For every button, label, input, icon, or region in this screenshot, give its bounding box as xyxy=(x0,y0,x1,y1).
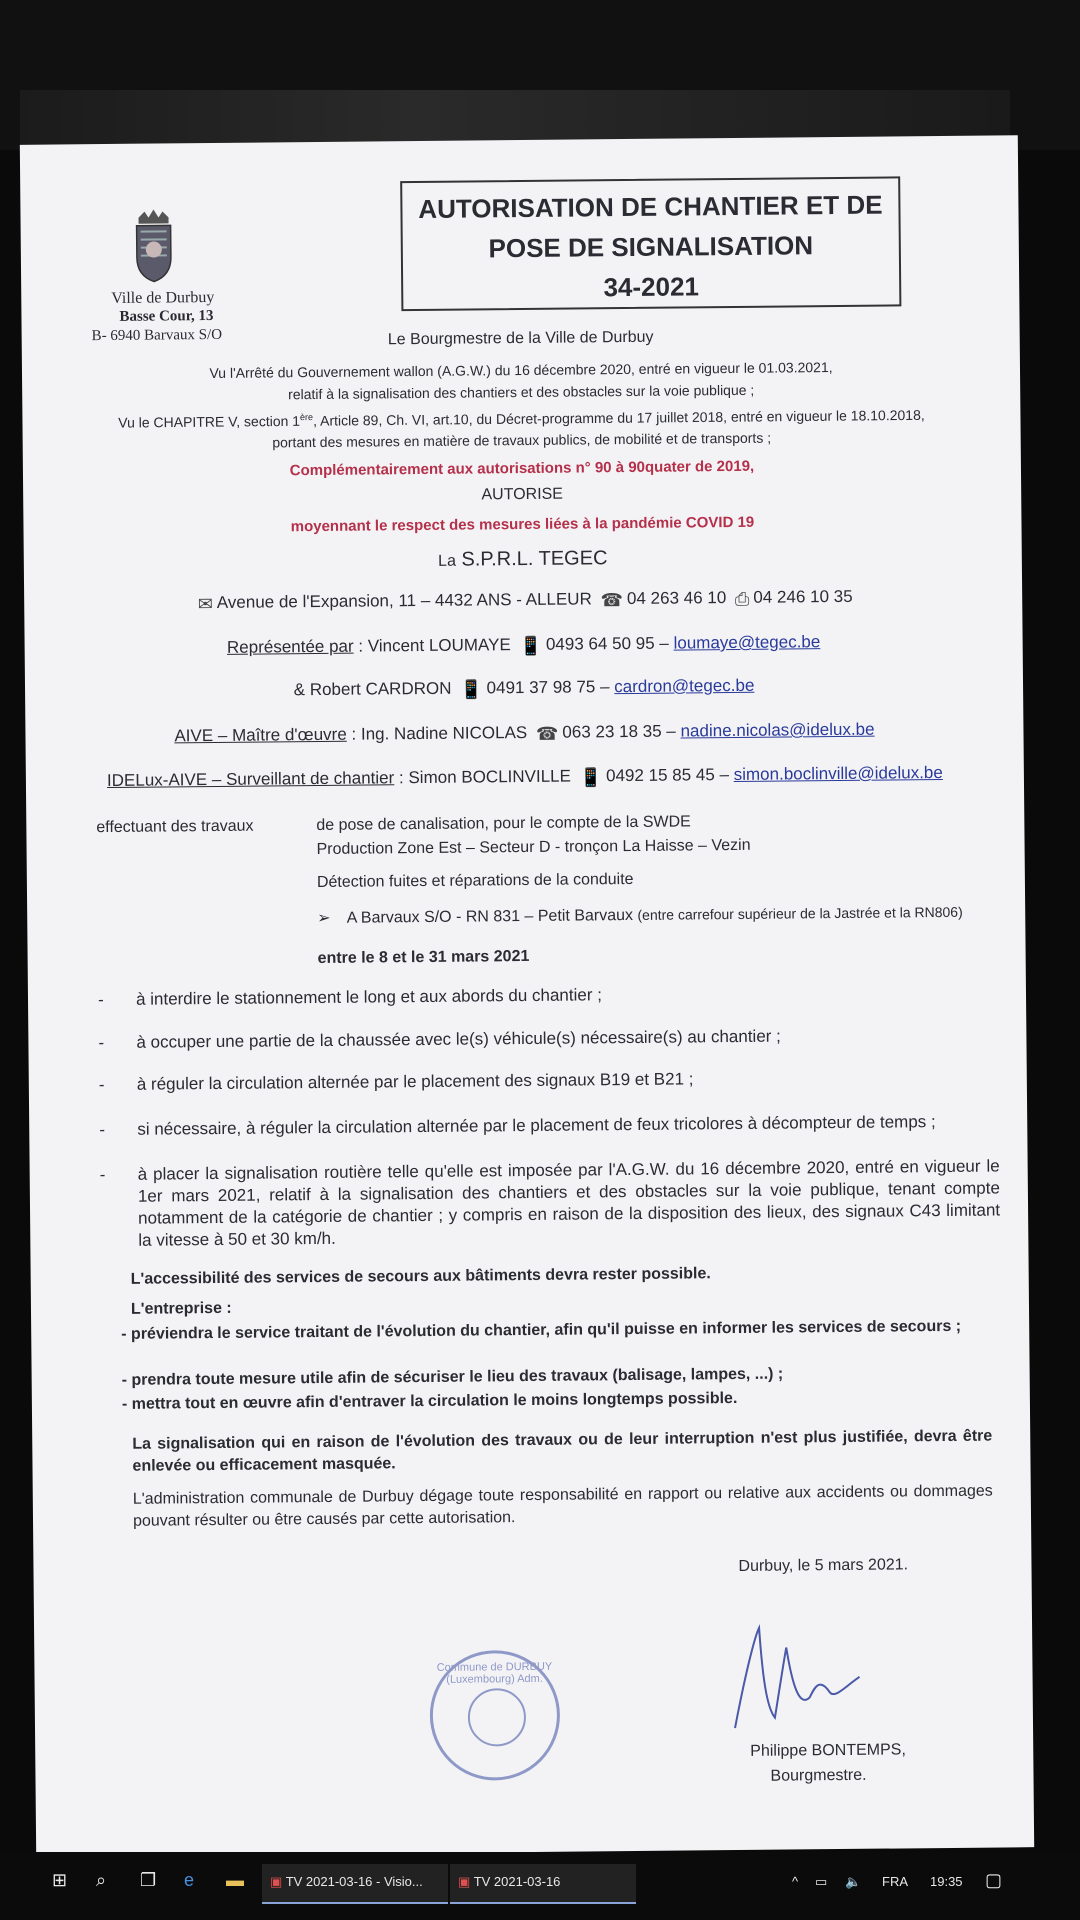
mobile-phone-icon: 📱 xyxy=(519,635,543,657)
bullet-text: à interdire le stationnement le long et aux abords du chantier ; xyxy=(135,985,602,1009)
works-location-text: A Barvaux S/O - RN 831 – Petit Barvaux xyxy=(346,906,634,927)
municipality-address-1: Basse Cour, 13 xyxy=(119,307,214,325)
document-screen xyxy=(20,135,1034,1857)
company-prefix: La xyxy=(438,552,457,570)
works-location-note: (entre carrefour supérieur de la Jastrée et la RN806) xyxy=(637,903,963,923)
mobile-phone-icon: 📱 xyxy=(460,679,483,700)
municipal-stamp xyxy=(429,1650,560,1781)
signal-paragraph: La signalisation qui en raison de l'évolution des travaux ou de leur interruption n'est plus justifiée, devra être enlevée ou efficacement masquée. xyxy=(132,1427,993,1475)
taskbar xyxy=(0,1852,1080,1920)
battery-icon[interactable]: ▭ xyxy=(815,1874,828,1889)
vu2-pre: Vu le CHAPITRE V, section 1 xyxy=(118,412,301,431)
pdf-app-icon: ▣ xyxy=(458,1874,471,1889)
contact-person: Simon BOCLINVILLE xyxy=(408,766,572,788)
search-icon[interactable]: ⌕ xyxy=(96,1870,107,1890)
signature-role: Bourgmestre. xyxy=(770,1766,867,1785)
phone-icon: ☎ xyxy=(535,723,559,744)
intro-vu1-line2: relatif à la signalisation des chantiers et des obstacles sur la voie publique ; xyxy=(288,381,755,403)
taskbar-app-tv[interactable] xyxy=(450,1864,636,1904)
covid-line: moyennant le respect des mesures liées à la pandémie COVID 19 xyxy=(290,513,755,536)
contact-person: & Robert CARDRON xyxy=(293,678,452,700)
bullet-item: - si nécessaire, à réguler la circulation alternée par le placement de feux tricolores à décompteur de temps ; xyxy=(99,1110,999,1141)
contact-label: Représentée par xyxy=(226,636,354,657)
access-line: L'accessibilité des services de secours aux bâtiments devra rester possible. xyxy=(130,1265,711,1288)
works-lead: effectuant des travaux xyxy=(96,817,254,837)
contact-phone: 0492 15 85 45 xyxy=(605,765,715,786)
signature-name: Philippe BONTEMPS, xyxy=(750,1741,906,1760)
file-explorer-icon[interactable]: ▬ xyxy=(226,1870,244,1890)
clock[interactable]: 19:35 xyxy=(930,1874,963,1889)
notification-icon[interactable]: ▢ xyxy=(985,1870,1003,1890)
fax-icon: ⎙ xyxy=(734,588,750,609)
admin-paragraph: L'administration communale de Durbuy dégage toute responsabilité en rapport ou relative aux accidents ou dommages pouvant résulter ou être causés par cette autorisation. xyxy=(132,1482,993,1530)
stamp-text: Commune de DURBUY (Luxembourg) Adm. xyxy=(436,1660,553,1686)
company-contact-line xyxy=(24,585,1022,617)
entreprise-item: - mettra tout en œuvre afin d'entraver la circulation le moins longtemps possible. xyxy=(121,1389,738,1413)
company-address: Avenue de l'Expansion, 11 – 4432 ANS - ALLEUR xyxy=(216,589,592,612)
title-number: 34-2021 xyxy=(603,271,700,303)
stamp-crest-icon xyxy=(468,1688,527,1747)
works-line-2: Production Zone Est – Secteur D - tronçon La Haisse – Vezin xyxy=(316,836,751,859)
signature-icon xyxy=(714,1617,875,1739)
windows-start-icon[interactable]: ⊞ xyxy=(52,1870,68,1890)
municipality-name: Ville de Durbuy xyxy=(111,288,215,307)
bullet-item: - à interdire le stationnement le long et aux abords du chantier ; xyxy=(98,980,998,1011)
bullet-text: à placer la signalisation routière telle qu'elle est imposée par l'A.G.W. du 16 décembre 2020, entré en vigueur le 1er mars 2021, relatif à la signalisation des chantiers et des obstacles sur la voie publique, tenant compte notamment de la catégorie de chantier ; y compris en raison de la disposition des lieux, des signaux C43 limitant la vitesse à 50 et 30 km/h. xyxy=(137,1156,1001,1250)
contact-email-link[interactable]: nadine.nicolas@idelux.be xyxy=(680,719,875,741)
bullet-item: - à réguler la circulation alternée par le placement des signaux B19 et B21 ; xyxy=(99,1065,999,1096)
contact-email-link[interactable]: simon.boclinville@idelux.be xyxy=(733,762,943,785)
task-view-icon[interactable]: ❐ xyxy=(140,1870,157,1890)
company-phone: 04 263 46 10 xyxy=(626,588,727,609)
contact-sep: : xyxy=(346,724,362,744)
arrow-bullet-icon: ➢ xyxy=(317,909,331,928)
contact-phone: 063 23 18 35 xyxy=(562,721,662,742)
contact-person: Vincent LOUMAYE xyxy=(367,635,511,656)
bullet-item: - à occuper une partie de la chaussée avec le(s) véhicule(s) nécessaire(s) au chantier ; xyxy=(98,1023,998,1054)
works-location xyxy=(317,902,963,928)
durbuy-crest-icon xyxy=(130,209,177,283)
mobile-phone-icon: 📱 xyxy=(579,767,603,788)
contact-row-boclinville: IDELux-AIVE – Surveillant de chantier : Simon BOCLINVILLE 📱 0492 15 85 45 – simon.boclinville@idelux.be xyxy=(106,762,943,791)
works-line-1: de pose de canalisation, pour le compte de la SWDE xyxy=(316,813,691,835)
intro-header: Le Bourgmestre de la Ville de Durbuy xyxy=(387,328,654,349)
vu2-sup: ère xyxy=(299,412,314,423)
title-box xyxy=(400,176,901,311)
title-line-2: POSE DE SIGNALISATION xyxy=(488,230,814,264)
edge-browser-icon[interactable]: e xyxy=(184,1870,195,1890)
company-name-line xyxy=(24,543,1022,576)
title-line-1: AUTORISATION DE CHANTIER ET DE xyxy=(418,189,883,225)
pdf-app-icon: ▣ xyxy=(270,1874,283,1889)
phone-icon: ☎ xyxy=(600,590,624,611)
signature-place-date: Durbuy, le 5 mars 2021. xyxy=(738,1556,909,1575)
entreprise-item: - préviendra le service traitant de l'évolution du chantier, afin qu'il puisse en informer les services de secours ; xyxy=(121,1317,962,1343)
vu2-post: , Article 89, Ch. VI, art.10, du Décret-programme du 17 juillet 2018, entré en vigueur le 18.10.2018, xyxy=(312,406,925,429)
contact-row-nicolas: AIVE – Maître d'œuvre : Ing. Nadine NICOLAS ☎ 063 23 18 35 – nadine.nicolas@idelux.be xyxy=(174,719,875,746)
contact-phone: 0493 64 50 95 xyxy=(545,633,655,654)
contact-row-cardron: & Robert CARDRON 📱 0491 37 98 75 – cardron@tegec.be xyxy=(293,675,755,700)
complement-line: Complémentairement aux autorisations n° 90 à 90quater de 2019, xyxy=(289,457,755,480)
contact-email-link[interactable]: loumaye@tegec.be xyxy=(673,632,821,653)
intro-vu2-line1 xyxy=(22,405,1020,431)
contact-sep: : xyxy=(394,768,409,788)
bullet-item: - à placer la signalisation routière telle qu'elle est imposée par l'A.G.W. du 16 décembre 2020, entré en vigueur le 1er mars 2021, relatif à la signalisation des chantiers et des obstacles sur la voie publique, tenant compte notamment de la catégorie de chantier ; y compris en raison de la disposition des lieux, des signaux C43 limitant la vitesse à 50 et 30 km/h. xyxy=(99,1156,1001,1250)
entreprise-heading: L'entreprise : xyxy=(130,1299,232,1318)
contact-label: AIVE – Maître d'œuvre xyxy=(174,724,347,746)
municipality-address-2: B- 6940 Barvaux S/O xyxy=(91,326,223,345)
contact-label: IDELux-AIVE – Surveillant de chantier xyxy=(106,768,395,791)
works-dates: entre le 8 et le 31 mars 2021 xyxy=(317,947,530,968)
bullet-text: à réguler la circulation alternée par le placement des signaux B19 et B21 ; xyxy=(136,1069,694,1094)
company-name: S.P.R.L. TEGEC xyxy=(461,547,608,571)
intro-vu2-line2: portant des mesures en matière de travaux publics, de mobilité et de transports ; xyxy=(272,429,772,451)
mail-icon: ✉ xyxy=(197,593,213,615)
tray-chevron-up-icon[interactable]: ^ xyxy=(792,1874,799,1889)
company-fax: 04 246 10 35 xyxy=(753,586,853,607)
contact-phone: 0491 37 98 75 xyxy=(486,677,596,698)
works-line-3: Détection fuites et réparations de la conduite xyxy=(316,870,634,892)
autorise-heading: AUTORISE xyxy=(481,485,564,504)
contact-row-loumaye: Représentée par : Vincent LOUMAYE 📱 0493 64 50 95 – loumaye@tegec.be xyxy=(226,632,821,657)
bullet-text: si nécessaire, à réguler la circulation alternée par le placement de feux tricolores à décompteur de temps ; xyxy=(137,1112,936,1139)
bullet-text: à occuper une partie de la chaussée avec le(s) véhicule(s) nécessaire(s) au chantier ; xyxy=(136,1026,781,1052)
taskbar-app-label: TV 2021-03-16 xyxy=(473,1874,561,1889)
language-indicator[interactable]: FRA xyxy=(882,1874,908,1889)
contact-person: Ing. Nadine NICOLAS xyxy=(360,722,528,744)
contact-sep: : xyxy=(353,636,368,656)
contact-email-link[interactable]: cardron@tegec.be xyxy=(614,675,755,697)
intro-vu1-line1: Vu l'Arrêté du Gouvernement wallon (A.G.W.) du 16 décembre 2020, entré en vigueur le 01.03.2021, xyxy=(209,359,833,382)
taskbar-app-visio[interactable] xyxy=(262,1864,448,1904)
entreprise-item: - prendra toute mesure utile afin de sécuriser le lieu des travaux (balisage, lampes, ...) ; xyxy=(121,1365,784,1389)
volume-icon[interactable]: 🔈 xyxy=(845,1874,862,1889)
taskbar-app-label: TV 2021-03-16 - Visio... xyxy=(285,1874,423,1889)
